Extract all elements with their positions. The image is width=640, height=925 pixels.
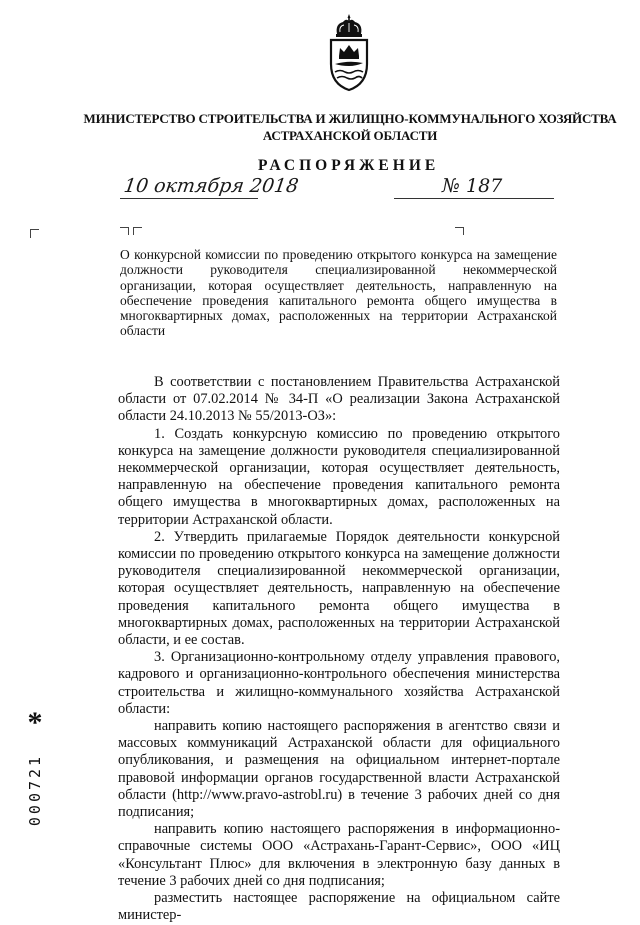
date-field [120, 174, 300, 199]
astrakhan-coat-of-arms-icon [326, 12, 372, 92]
registration-number: 000721 [26, 753, 44, 827]
preamble-paragraph: В соответствии с постановлением Правительства Астраханской области от 07.02.2014 № 34-П «О реализации Закона Астраханской области 24.10.2013 № 55/2013-ОЗ»: [118, 374, 560, 425]
star-mark: * [27, 706, 43, 739]
clause-3-item-2: направить копию настоящего распоряжения в информационно-справочные системы ООО «Астрахань-Гарант-Сервис», ООО «ИЦ «Консультант Плюс» для включения в электронную базу данных в течение 3 рабочих дней со дня подписания; [118, 821, 560, 889]
registration-number-box [22, 750, 48, 830]
clause-3-item-1: направить копию настоящего распоряжения в агентство связи и массовых коммуникаций Астраханской области для официального опубликования, и размещения на официальном интернет-портале правовой информации органов государственной власти Астраханской области (http://www.pravo-astrobl.ru) в течение 3 рабочих дней со дня подписания; [118, 718, 560, 821]
subject-bracket-left [120, 227, 129, 235]
document-body [118, 374, 560, 925]
handwritten-date: 10 октября 2018 [122, 175, 300, 197]
subject-bracket-right [455, 227, 464, 235]
clause-3-paragraph: 3. Организационно-контрольному отделу управления правового, кадрового и организационно-контрольного обеспечения министерства строительства и жилищно-коммунального хозяйства Астраханской области: [118, 649, 560, 717]
handwritten-number: № 187 [442, 175, 503, 197]
ministry-heading [60, 110, 640, 144]
subject-bracket-left-inner [133, 227, 142, 235]
corner-mark-left [30, 229, 39, 238]
clause-3-item-3: разместить настоящее распоряжение на официальном сайте министер- [118, 890, 560, 924]
document-subject: О конкурсной комиссии по проведению открытого конкурса на замещение должности руководителя специализированной некоммерческой организации, которая осуществляет деятельность, направленную на обеспечение проведения капитального ремонта общего имущества в многоквартирных домах, расположенных на территории Астраханской области [120, 247, 557, 339]
clause-1-paragraph: 1. Создать конкурсную комиссию по проведению открытого конкурса на замещение должности руководителя специализированной некоммерческой организации, которая осуществляет деятельность, направленную на обеспечение проведения капитального ремонта общего имущества в многоквартирных домах, расположенных на территории Астраханской области. [118, 425, 560, 528]
number-field [394, 174, 554, 199]
ministry-line-2: АСТРАХАНСКОЙ ОБЛАСТИ [262, 128, 438, 143]
clause-2-paragraph: 2. Утвердить прилагаемые Порядок деятельности конкурсной комиссии по проведению открытого конкурса на замещение должности руководителя специализированной некоммерческой организации, которая осуществляет деятельность, направленную на обеспечение проведения капитального ремонта общего имущества в многоквартирных домах, расположенных на территории Астраханской области, и ее состав. [118, 528, 560, 649]
ministry-line-1: МИНИСТЕРСТВО СТРОИТЕЛЬСТВА И ЖИЛИЩНО-КОММУНАЛЬНОГО ХОЗЯЙСТВА [83, 111, 617, 126]
document-type: РАСПОРЯЖЕНИЕ [258, 157, 440, 174]
registration-mark [20, 706, 50, 827]
